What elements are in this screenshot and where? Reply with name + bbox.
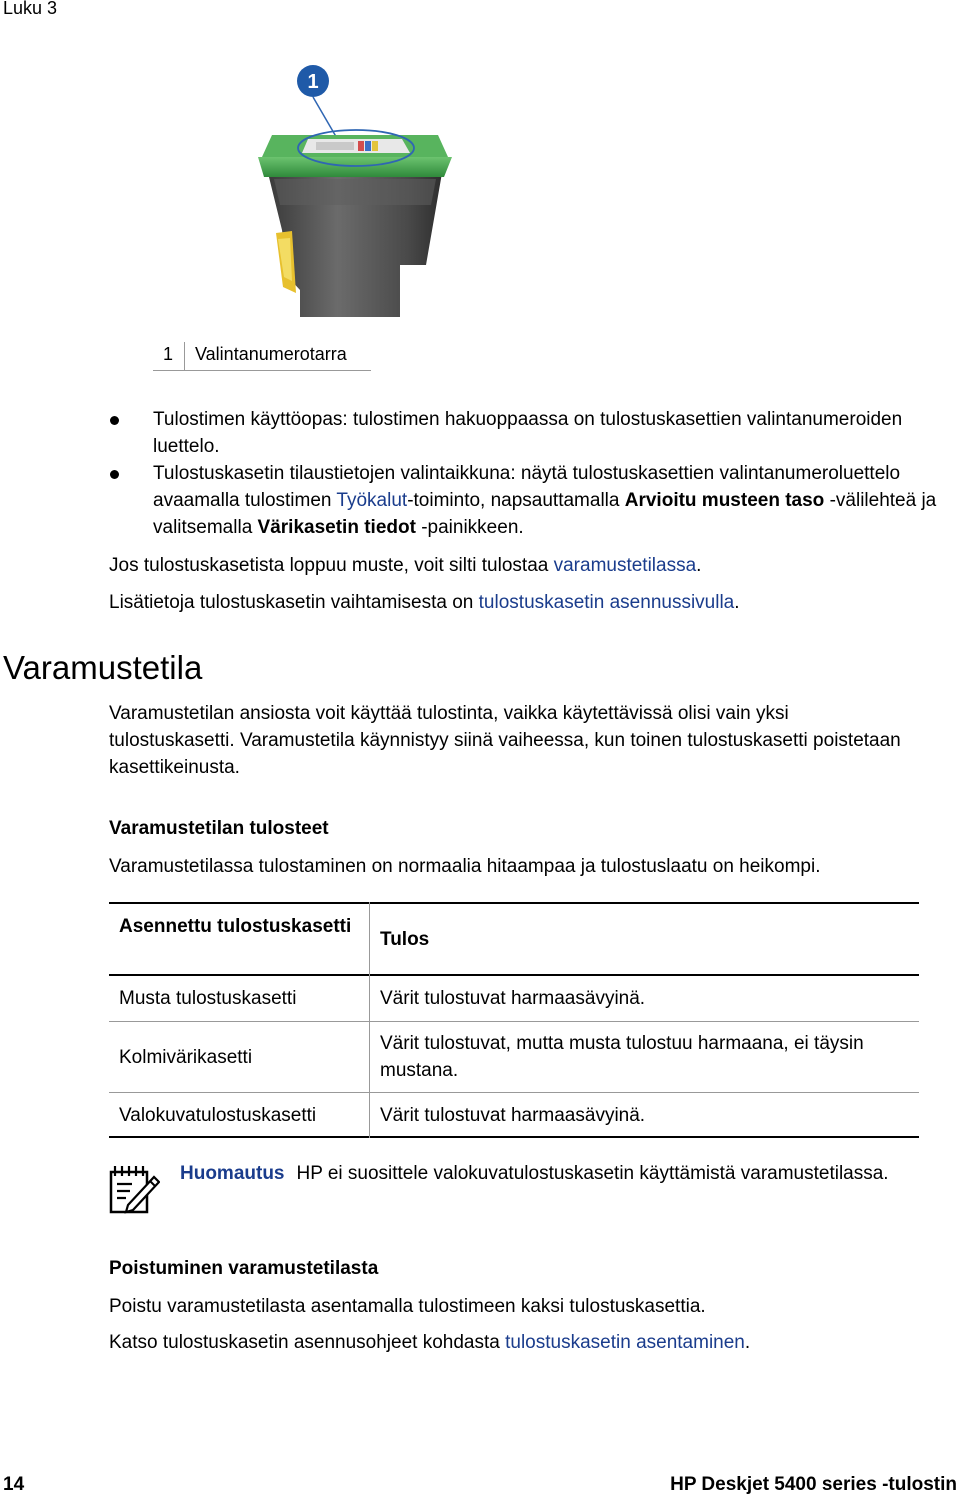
table-cell: Valokuvatulostuskasetti <box>119 1105 317 1126</box>
note-label: Huomautus <box>180 1163 285 1184</box>
callout-table-label: Valintanumerotarra <box>195 344 347 364</box>
mode-table <box>109 902 919 1138</box>
list-item: Tulostuskasetin tilaustietojen valintaikkuna: näytä tulostuskasettien valintanumeroluettelo avaamalla tulostimen Työkalut-toiminto, napsauttamalla Arvioitu musteen taso -välilehteä ja valitsemalla Värikasetin tiedot -painikkeen. <box>153 460 943 541</box>
section-heading: Varamustetila <box>3 649 203 686</box>
reserve-mode-link[interactable]: varamustetilassa <box>553 555 697 576</box>
table-cell: Värit tulostuvat, mutta musta tulostuu harmaana, ei täysin mustana. <box>380 1033 864 1081</box>
table-cell: Kolmivärikasetti <box>119 1047 253 1068</box>
table-header-result: Tulos <box>380 929 430 950</box>
callout-table <box>153 342 371 371</box>
tools-link[interactable]: Työkalut <box>336 490 408 511</box>
cartridge-illustration <box>250 55 460 330</box>
table-cell: Värit tulostuvat harmaasävyinä. <box>380 988 646 1009</box>
note-pencil-icon <box>108 1163 160 1215</box>
install-page-link[interactable]: tulostuskasetin asennussivulla <box>478 592 735 613</box>
output-paragraph: Varamustetilassa tulostaminen on normaalia hitaampaa ja tulostuslaatu on heikompi. <box>109 856 821 877</box>
table-cell: Värit tulostuvat harmaasävyinä. <box>380 1105 646 1126</box>
chapter-label: Luku 3 <box>3 0 58 18</box>
table-header-cartridge: Asennettu tulostuskasetti <box>119 916 352 937</box>
product-name: HP Deskjet 5400 series -tulostin <box>670 1474 957 1495</box>
subheading-output: Varamustetilan tulosteet <box>109 818 329 839</box>
note-text: Huomautus HP ei suosittele valokuvatulostuskasetin käyttämistä varamustetilassa. <box>180 1163 889 1184</box>
table-cell: Musta tulostuskasetti <box>119 988 297 1009</box>
install-instructions-link[interactable]: tulostuskasetin asentaminen <box>505 1332 745 1353</box>
subheading-exit: Poistuminen varamustetilasta <box>109 1258 379 1279</box>
callout-number: 1 <box>307 71 319 93</box>
page-number: 14 <box>3 1474 25 1495</box>
list-item: Tulostimen käyttöopas: tulostimen hakuoppaassa on tulostuskasettien valintanumeroiden luettelo. <box>153 406 943 460</box>
exit-instructions: Katso tulostuskasetin asennusohjeet kohdasta tulostuskasetin asentaminen. <box>109 1332 751 1353</box>
install-paragraph: Lisätietoja tulostuskasetin vaihtamisesta on tulostuskasetin asennussivulla. <box>109 592 740 613</box>
exit-paragraph: Poistu varamustetilasta asentamalla tulostimeen kaksi tulostuskasettia. <box>109 1296 706 1317</box>
reserve-paragraph: Jos tulostuskasetista loppuu muste, voit silti tulostaa varamustetilassa. <box>109 555 702 576</box>
callout-table-number: 1 <box>163 344 174 364</box>
section-intro: Varamustetilan ansiosta voit käyttää tulostinta, vaikka käytettävissä olisi vain yksi tulostuskasetti. Varamustetila käynnistyy siinä vaiheessa, kun toinen tulostuskasetti poistetaan kasettikeinusta. <box>109 703 901 778</box>
